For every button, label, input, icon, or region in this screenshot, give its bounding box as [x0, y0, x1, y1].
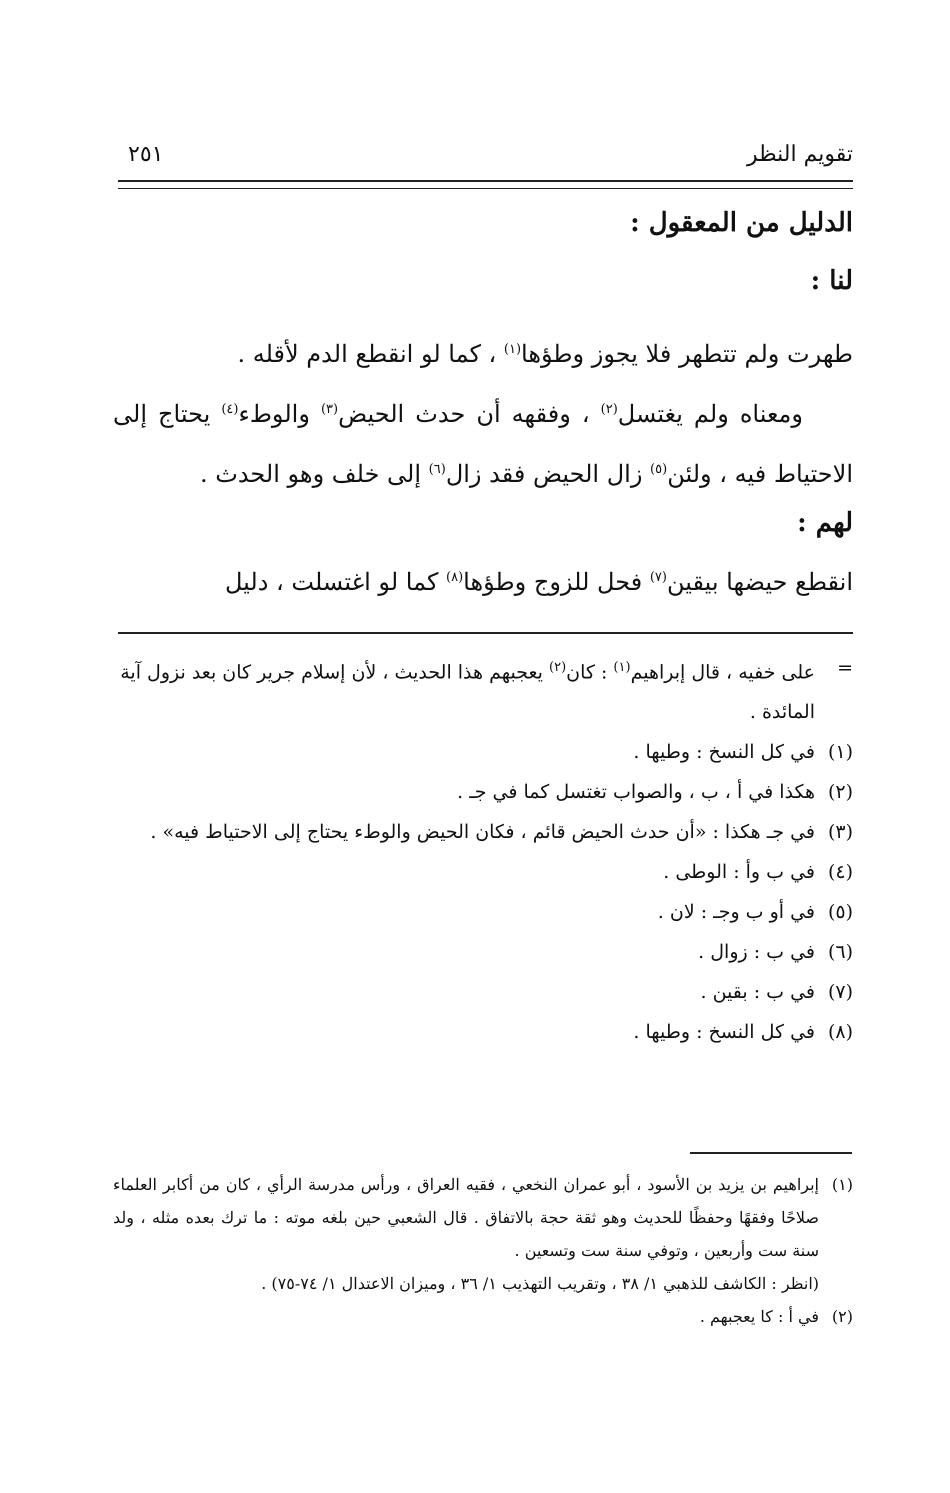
lahum-heading: لهم : [797, 508, 853, 538]
header-rule [118, 180, 853, 189]
paragraph-3: انقطع حيضها بيقين$^{(٧)}$ فحل للزوج وطؤها$^{(٨)}$ كما لو اغتسلت ، دليل [224, 568, 853, 596]
footnote-ref: (٣) [320, 402, 339, 417]
note-item: (٨) في كل النسخ : وطيها . [633, 1021, 853, 1044]
lana-heading-wrap [113, 266, 853, 296]
note-item: (٢) هكذا في أ ، ب ، والصواب تغتسل كما في جـ . [457, 781, 853, 804]
footnote-item: (٢) في أ : كا يعجبهم . [699, 1307, 853, 1326]
footnote-ref: (٤) [221, 402, 239, 417]
footnote-ref: (٨) [446, 570, 464, 585]
note-item: (٧) في ب : بقين . [700, 981, 853, 1004]
footnotes [113, 1168, 853, 1333]
note-item: (٣) في جـ هكذا : «أن حدث الحيض قائم ، فكان الحيض والوطء يحتاج إلى الاحتياط فيه» . [150, 821, 853, 844]
footnote-ref: (٧) [649, 570, 667, 585]
editor-notes [113, 648, 853, 1052]
footnote-ref: (٢) [600, 402, 618, 417]
note-item: (٦) في ب : زوال . [698, 941, 853, 964]
page-header [118, 136, 853, 176]
note-continuation: = على خفيه ، قال إبراهيم$^{(١)}$ : كان$^{(٢)}$ يعجبهم هذا الحديث ، لأن إسلام جرير كان بعد نزول آية المائدة . [113, 648, 853, 732]
section-heading: الدليل من المعقول : [630, 208, 853, 238]
footnote-item: (١) إبراهيم بن يزيد بن الأسود ، أبو عمران النخعي ، فقيه العراق ، ورأس مدرسة الرأي ، كان من أكابر العلماء صلاحًا وفقهًا وحفظًا للحديث وهو ثقة حجة بالاتفاق . قال الشعبي حين بلغه موته : ما ترك بعده مثله ، ولد سنة ست وأربعين ، وتوفي سنة ست وتسعين . [113, 1175, 853, 1260]
paragraph-1: طهرت ولم تتطهر فلا يجوز وطؤها$^{(١)}$ ، كما لو انقطع الدم لأقله . [237, 340, 853, 368]
note-item: (١) في كل النسخ : وطيها . [633, 741, 853, 764]
section-heading-wrap [113, 208, 853, 238]
paragraph-2: ومعناه ولم يغتسل$^{(٢)}$ ، وفقهه أن حدث الحيض$^{(٣)}$ والوطء$^{(٤)}$ يحتاج إلى الاحتياط فيه ، ولئن$^{(٥)}$ زال الحيض فقد زال$^{(٦)}$ إلى خلف وهو الحدث . [113, 400, 853, 488]
continuation-mark: = [837, 657, 853, 679]
lahum-heading-wrap [113, 508, 853, 538]
footnote-ref: (١) [503, 342, 522, 357]
footnote-ref: (٦) [428, 462, 446, 477]
footnotes-separator [690, 1152, 852, 1154]
footnote-item: (انظر : الكاشف للذهبي ١/ ٣٨ ، وتقريب التهذيب ١/ ٣٦ ، وميزان الاعتدال ١/ ٧٤-٧٥) . [261, 1274, 819, 1293]
notes-separator [118, 632, 853, 634]
footnote-ref: (٥) [650, 462, 668, 477]
note-item: (٤) في ب وأ : الوطى . [663, 861, 853, 884]
running-title: تقويم النظر [746, 142, 853, 167]
lana-heading: لنا : [810, 266, 853, 296]
page-number: ٢٥١ [128, 142, 164, 167]
note-item: (٥) في أو ب وجـ : لان . [657, 901, 853, 924]
